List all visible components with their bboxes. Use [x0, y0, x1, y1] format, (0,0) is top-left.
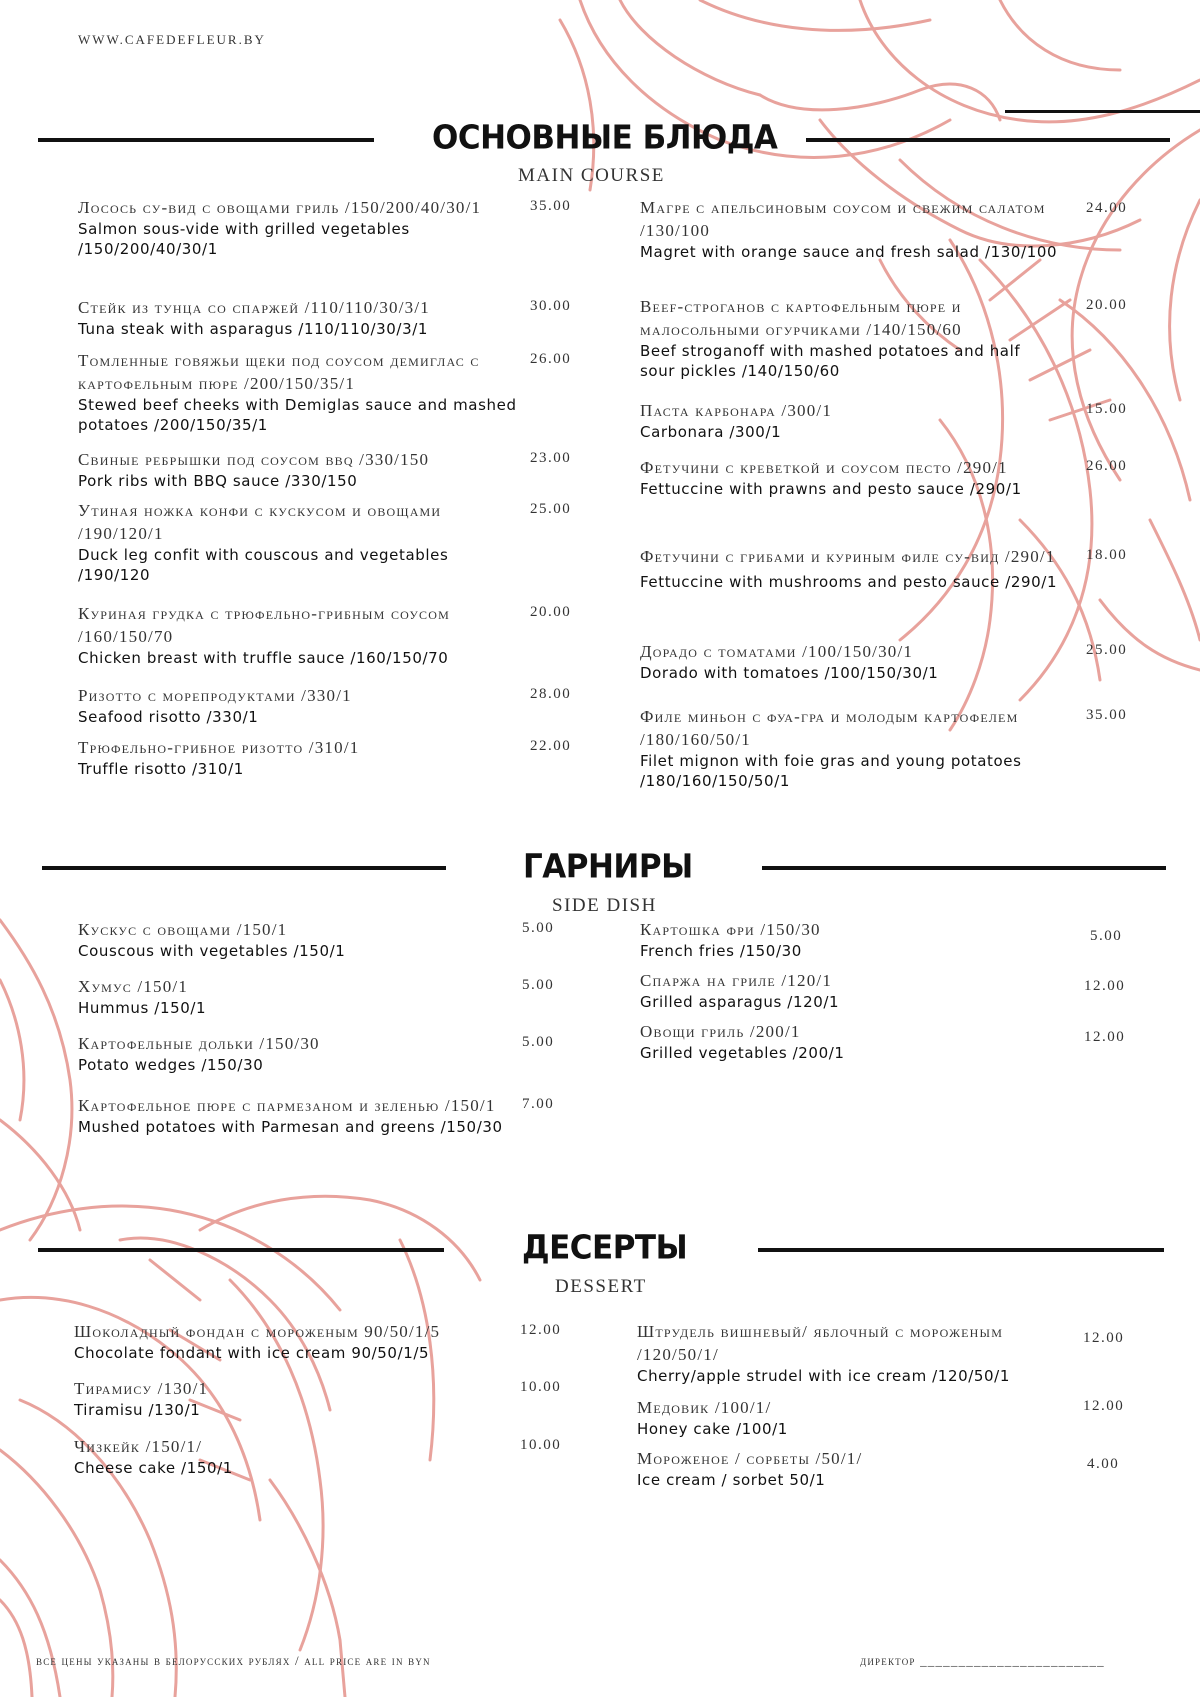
item-price: 20.00 — [1086, 297, 1128, 313]
menu-item — [78, 1032, 518, 1075]
item-name-ru: Хумус /150/1 — [78, 977, 189, 996]
item-price: 12.00 — [1084, 978, 1126, 994]
site-url[interactable]: WWW.CAFEDEFLEUR.BY — [78, 32, 266, 47]
side-rule-right — [762, 866, 1166, 870]
menu-item — [78, 196, 518, 259]
item-name-ru: Лосось су-вид с овощами гриль /150/200/40/30/1 — [78, 198, 482, 217]
item-price: 12.00 — [1083, 1330, 1125, 1346]
item-price: 35.00 — [530, 198, 572, 214]
item-name-en: Duck leg confit with couscous and vegetables /190/120 — [78, 546, 449, 584]
item-name-en: Pork ribs with BBQ sauce /330/150 — [78, 472, 358, 490]
item-price: 26.00 — [1086, 458, 1128, 474]
item-name-en: French fries /150/30 — [640, 942, 802, 960]
item-name-ru: Фетучини с креветкой и соусом песто /290/1 — [640, 458, 1008, 477]
menu-item — [78, 1094, 518, 1137]
item-name-en: Fettuccine with mushrooms and pesto sauce /290/1 — [640, 573, 1058, 591]
side-section-subtitle: SIDE DISH — [552, 895, 657, 916]
item-name-ru: Магре с апельсиновым соусом и свежим салатом /130/100 — [640, 198, 1046, 240]
item-name-en: Seafood risotto /330/1 — [78, 708, 259, 726]
item-name-en: Truffle risotto /310/1 — [78, 760, 244, 778]
item-name-ru: Спаржа на гриле /120/1 — [640, 971, 833, 990]
item-name-ru: Картофельные дольки /150/30 — [78, 1034, 320, 1053]
item-name-ru: Овощи гриль /200/1 — [640, 1022, 801, 1041]
dessert-rule-right — [758, 1248, 1164, 1252]
item-name-en: Fettuccine with prawns and pesto sauce /290/1 — [640, 480, 1022, 498]
item-name-ru: Штрудель вишневый/ яблочный с мороженым /120/50/1/ — [637, 1322, 1004, 1364]
dessert-section-title: ДЕСЕРТЫ — [522, 1229, 688, 1267]
item-name-en: Hummus /150/1 — [78, 999, 207, 1017]
item-name-ru: Тирамису /130/1 — [74, 1379, 209, 1398]
item-price: 5.00 — [522, 920, 555, 936]
item-price: 25.00 — [530, 501, 572, 517]
item-price: 12.00 — [520, 1322, 562, 1338]
item-name-en: Beef stroganoff with mashed potatoes and half sour pickles /140/150/60 — [640, 342, 1021, 380]
menu-item — [74, 1377, 514, 1420]
item-name-en: Grilled asparagus /120/1 — [640, 993, 840, 1011]
side-rule-left — [42, 866, 446, 870]
menu-item — [640, 196, 1060, 262]
item-name-en: Salmon sous-vide with grilled vegetables /150/200/40/30/1 — [78, 220, 410, 258]
menu-item — [78, 499, 518, 585]
main-section-title: ОСНОВНЫЕ БЛЮДА — [432, 119, 778, 157]
item-name-ru: Фетучини с грибами и куриным филе су-вид /290/1 — [640, 547, 1056, 566]
item-price: 4.00 — [1087, 1456, 1120, 1472]
menu-item — [78, 602, 518, 668]
menu-item — [78, 684, 518, 727]
item-price: 24.00 — [1086, 200, 1128, 216]
menu-item — [637, 1396, 1057, 1439]
menu-item — [640, 969, 1060, 1012]
item-name-ru: Стейк из тунца со спаржей /110/110/30/3/1 — [78, 298, 430, 317]
item-price: 25.00 — [1086, 642, 1128, 658]
item-name-ru: Beef-строганов с картофельным пюре и малосольными огурчиками /140/150/60 — [640, 297, 962, 339]
item-name-ru: Трюфельно-грибное ризотто /310/1 — [78, 738, 360, 757]
menu-item — [78, 448, 518, 491]
item-name-ru: Медовик /100/1/ — [637, 1398, 772, 1417]
item-name-ru: Филе миньон с фуа-гра и молодым картофелем /180/160/50/1 — [640, 707, 1019, 749]
item-price: 10.00 — [520, 1437, 562, 1453]
item-name-en: Magret with orange sauce and fresh salad /130/100 — [640, 243, 1058, 261]
director-signature-line: директор ________________________ — [860, 1653, 1105, 1668]
menu-item — [640, 545, 1080, 592]
item-name-ru: Картофельное пюре с пармезаном и зеленью /150/1 — [78, 1096, 496, 1115]
item-price: 7.00 — [522, 1096, 555, 1112]
item-name-en: Honey cake /100/1 — [637, 1420, 788, 1438]
side-section-title: ГАРНИРЫ — [523, 848, 693, 886]
main-rule-right — [806, 138, 1170, 142]
item-price: 12.00 — [1084, 1029, 1126, 1045]
menu-item — [78, 296, 518, 339]
item-price: 22.00 — [530, 738, 572, 754]
item-price: 26.00 — [530, 351, 572, 367]
item-price: 28.00 — [530, 686, 572, 702]
item-name-en: Tiramisu /130/1 — [74, 1401, 201, 1419]
item-name-ru: Шоколадный фондан с мороженым 90/50/1/5 — [74, 1322, 441, 1341]
item-name-en: Mushed potatoes with Parmesan and greens /150/30 — [78, 1118, 503, 1136]
menu-item — [640, 295, 1060, 381]
corner-rule — [1005, 110, 1200, 113]
item-price: 12.00 — [1083, 1398, 1125, 1414]
item-name-en: Tuna steak with asparagus /110/110/30/3/1 — [78, 320, 429, 338]
dessert-rule-left — [38, 1248, 444, 1252]
item-name-en: Stewed beef cheeks with Demiglas sauce and mashed potatoes /200/150/35/1 — [78, 396, 517, 434]
item-name-ru: Мороженое / сорбеты /50/1/ — [637, 1449, 863, 1468]
menu-item — [640, 456, 1060, 499]
item-name-en: Potato wedges /150/30 — [78, 1056, 264, 1074]
item-name-en: Filet mignon with foie gras and young potatoes /180/160/150/50/1 — [640, 752, 1022, 790]
item-name-en: Cheese cake /150/1 — [74, 1459, 233, 1477]
item-price: 5.00 — [522, 1034, 555, 1050]
item-name-en: Chocolate fondant with ice cream 90/50/1/5 — [74, 1344, 430, 1362]
menu-item — [640, 399, 1060, 442]
item-name-ru: Картошка фри /150/30 — [640, 920, 821, 939]
item-price: 30.00 — [530, 298, 572, 314]
menu-item — [74, 1320, 514, 1363]
item-name-en: Dorado with tomatoes /100/150/30/1 — [640, 664, 939, 682]
menu-item — [78, 349, 518, 435]
item-name-en: Grilled vegetables /200/1 — [640, 1044, 845, 1062]
main-rule-left — [38, 138, 374, 142]
menu-item — [640, 640, 1060, 683]
item-price: 23.00 — [530, 450, 572, 466]
dessert-section-subtitle: DESSERT — [555, 1276, 647, 1297]
item-price: 5.00 — [1090, 928, 1123, 944]
menu-item — [78, 736, 518, 779]
item-name-ru: Свиные ребрышки под соусом bbq /330/150 — [78, 450, 430, 469]
menu-item — [640, 918, 1060, 961]
item-price: 10.00 — [520, 1379, 562, 1395]
item-name-ru: Утиная ножка конфи с кускусом и овощами /190/120/1 — [78, 501, 442, 543]
main-section-subtitle: MAIN COURSE — [518, 165, 665, 186]
price-note: все цены указаны в белорусских рублях / all price are in byn — [36, 1653, 431, 1668]
menu-item — [640, 705, 1070, 791]
menu-item — [640, 1020, 1060, 1063]
menu-item — [637, 1320, 1057, 1386]
item-name-ru: Дорадо с томатами /100/150/30/1 — [640, 642, 914, 661]
item-name-ru: Чизкейк /150/1/ — [74, 1437, 203, 1456]
item-price: 18.00 — [1086, 547, 1128, 563]
item-price: 5.00 — [522, 977, 555, 993]
item-name-ru: Куриная грудка с трюфельно-грибным соусом /160/150/70 — [78, 604, 450, 646]
item-name-ru: Томленные говяжьи щеки под соусом демиглас с картофельным пюре /200/150/35/1 — [78, 351, 480, 393]
menu-item — [74, 1435, 514, 1478]
item-name-en: Carbonara /300/1 — [640, 423, 782, 441]
item-name-en: Couscous with vegetables /150/1 — [78, 942, 346, 960]
menu-item — [637, 1447, 1057, 1490]
item-price: 35.00 — [1086, 707, 1128, 723]
menu-item — [78, 918, 518, 961]
item-name-ru: Паста карбонара /300/1 — [640, 401, 833, 420]
item-name-en: Chicken breast with truffle sauce /160/150/70 — [78, 649, 449, 667]
item-name-en: Ice cream / sorbet 50/1 — [637, 1471, 826, 1489]
item-price: 20.00 — [530, 604, 572, 620]
menu-item — [78, 975, 518, 1018]
item-price: 15.00 — [1086, 401, 1128, 417]
item-name-en: Cherry/apple strudel with ice cream /120/50/1 — [637, 1367, 1010, 1385]
item-name-ru: Ризотто с морепродуктами /330/1 — [78, 686, 352, 705]
item-name-ru: Кускус с овощами /150/1 — [78, 920, 288, 939]
